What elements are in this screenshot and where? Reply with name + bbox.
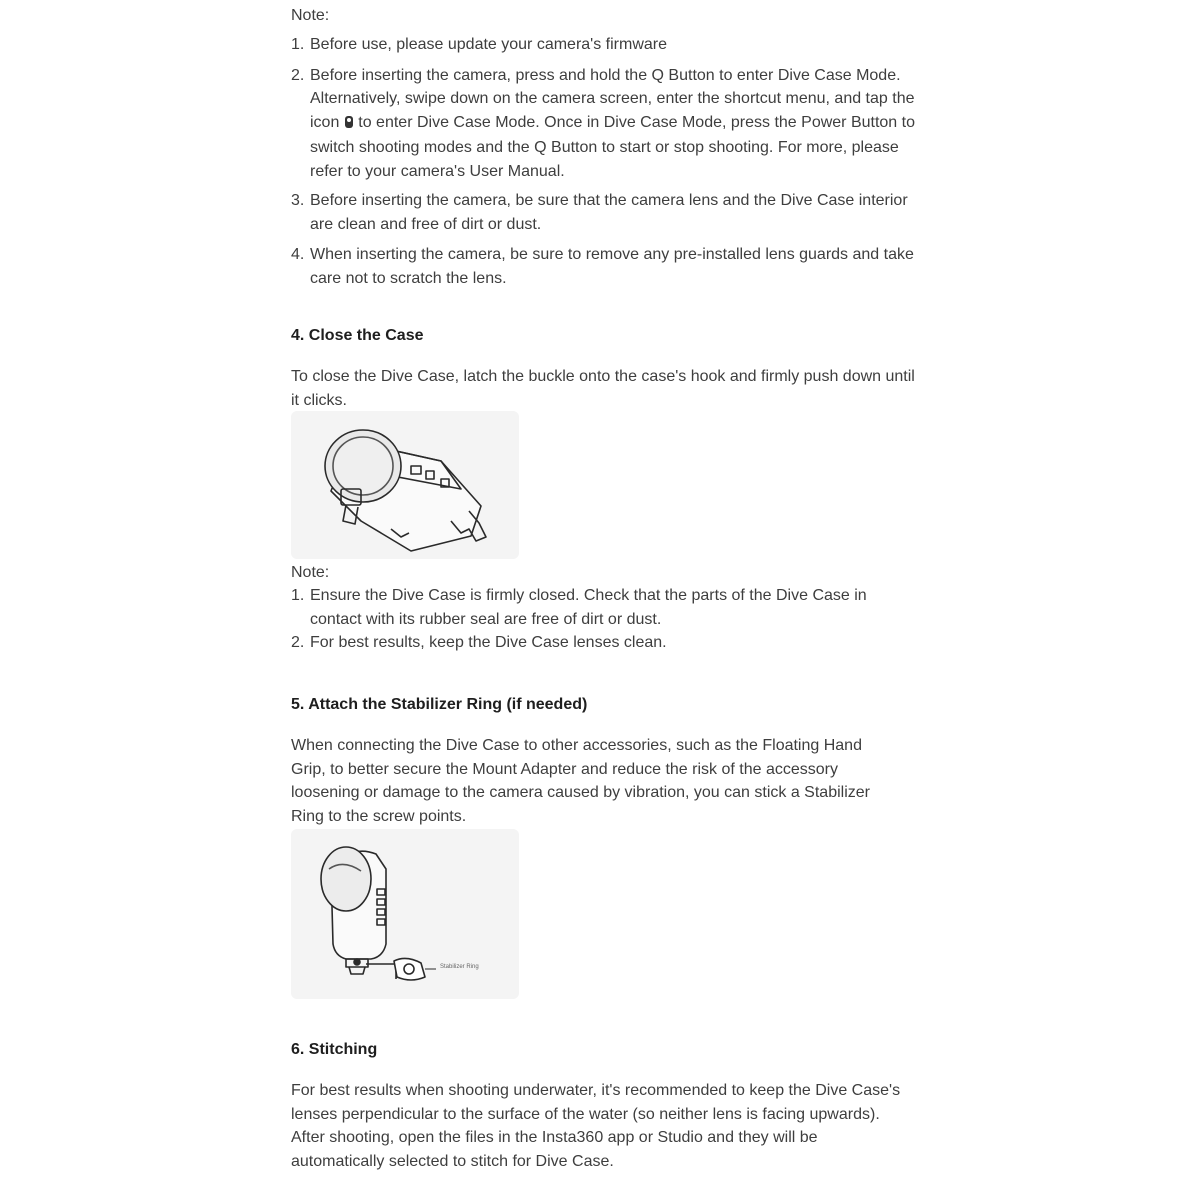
note-list [291, 584, 921, 655]
section-body-close-case: To close the Dive Case, latch the buckle onto the case's hook and firmly push down until it clicks. [291, 368, 915, 409]
section-body-stitching: For best results when shooting underwater, it's recommended to keep the Dive Case's lenses perpendicular to the surface of the water (so neither lens is facing upwards). After shooting, open the files in the Insta360 app or Studio and they will be automatically selected to stitch for Dive Case. [291, 1082, 901, 1170]
section-body-stabilizer-ring: When connecting the Dive Case to other accessories, such as the Floating Hand Grip, to better secure the Mount Adapter and reduce the risk of the accessory loosening or damage to the camera caused by vibration, you can stick a Stabilizer Ring to the screw points. [291, 737, 870, 825]
section-heading-stitching: 6. Stitching [291, 1041, 378, 1058]
list-item: 2. Before inserting the camera, press and hold the Q Button to enter Dive Case Mode. Alternatively, swipe down on the camera screen, enter the shortcut menu, and tap the icon to enter Dive Case Mode. Once in Dive Case Mode, press the Power Button to switch shooting modes and the Q Button to start or stop shooting. For more, please refer to your camera's User Manual. [291, 66, 915, 180]
section-heading-close-case: 4. Close the Case [291, 327, 424, 344]
section-heading-stabilizer-ring: 5. Attach the Stabilizer Ring (if needed) [291, 696, 588, 713]
stabilizer-ring-label: Stabilizer Ring [440, 964, 479, 970]
list-item: 3. Before inserting the camera, be sure that the camera lens and the Dive Case interior are clean and free of dirt or dust. [291, 192, 908, 233]
note-label: Note: [291, 564, 330, 581]
note-label: Note: [291, 7, 330, 24]
list-item: 2. For best results, keep the Dive Case lenses clean. [291, 634, 667, 651]
list-item: 1. Before use, please update your camera's firmware [291, 36, 668, 53]
dive-case-closed-illustration [291, 411, 519, 559]
dive-case-icon [344, 113, 354, 137]
note-list [291, 33, 921, 290]
stabilizer-ring-illustration [291, 829, 519, 999]
list-item: 1. Ensure the Dive Case is firmly closed. Check that the parts of the Dive Case in contact with its rubber seal are free of dirt or dust. [291, 587, 867, 628]
list-item: 4. When inserting the camera, be sure to remove any pre-installed lens guards and take care not to scratch the lens. [291, 246, 914, 287]
